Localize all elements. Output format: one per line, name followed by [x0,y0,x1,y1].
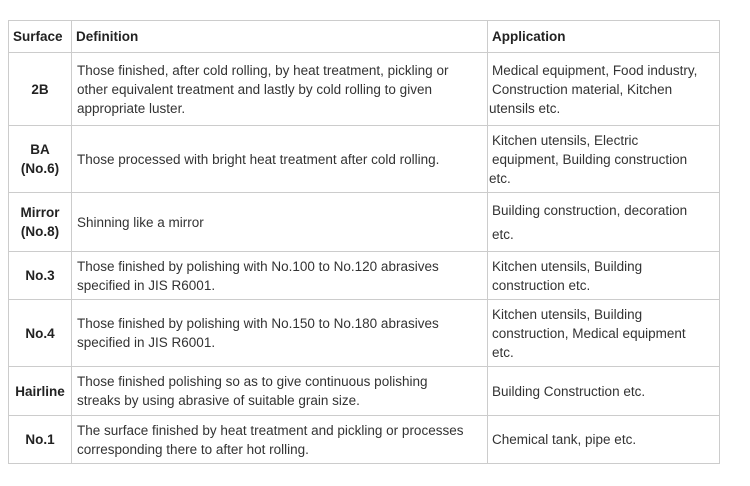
application-line: construction etc. [492,277,591,293]
definition-line: specified in JIS R6001. [77,335,216,350]
application-cell [488,126,720,193]
application-line: Kitchen utensils, Building [492,306,643,322]
application-cell [488,416,720,464]
application-line: etc. [489,170,511,186]
application-line: etc. [492,344,514,360]
surface-cell [9,252,72,300]
definition-line: Those finished polishing so as to give continuous polishing [77,374,428,389]
table-row [9,416,720,464]
application-line: construction, Medical equipment [492,325,686,341]
definition-line: Those finished by polishing with No.100 to No.120 abrasives [77,258,439,274]
surface-name: No.3 [25,268,55,283]
definition-cell [72,367,488,416]
surface-name: No.4 [25,325,55,341]
table-row [9,252,720,300]
table-row [9,367,720,416]
table-row [9,300,720,367]
definition-line: Shinning like a mirror [77,214,204,230]
header-definition: Definition [72,21,488,53]
surface-subname: (No.8) [20,224,60,239]
application-cell [488,300,720,367]
surface-cell [9,416,72,464]
surface-cell [9,367,72,416]
application-cell [488,193,720,252]
definition-cell [72,416,488,464]
definition-line: other equivalent treatment and lastly by cold rolling to given [77,81,432,97]
application-line: equipment, Building construction [492,151,688,167]
header-application: Application [488,21,720,53]
definition-line: appropriate luster. [77,100,186,116]
application-line: Chemical tank, pipe etc. [492,432,637,447]
definition-line: Those processed with bright heat treatment after cold rolling. [77,151,440,167]
application-line: etc. [492,226,514,242]
definition-line: Those finished by polishing with No.150 to No.180 abrasives [77,316,439,331]
definition-cell [72,252,488,300]
surface-name: 2B [31,81,49,97]
surface-cell [9,300,72,367]
application-line: Kitchen utensils, Building [492,258,643,274]
application-line: Construction material, Kitchen [492,81,673,97]
surface-name: Hairline [15,383,65,399]
surface-name: Mirror [20,205,60,220]
table-row [9,126,720,193]
application-line: Building Construction etc. [492,383,646,399]
definition-cell [72,300,488,367]
surface-name: BA [30,142,50,157]
surface-subname: (No.6) [20,161,60,176]
definition-line: streaks by using abrasive of suitable grain size. [77,393,360,408]
application-line: Medical equipment, Food industry, [492,62,698,78]
application-cell [488,367,720,416]
surface-finish-table [8,20,720,464]
definition-cell [72,193,488,252]
table-row [9,193,720,252]
definition-line: specified in JIS R6001. [77,277,216,293]
definition-cell [72,126,488,193]
header-surface: Surface [9,21,72,53]
table-row [9,53,720,126]
surface-cell [9,53,72,126]
definition-line: The surface finished by heat treatment and pickling or processes [77,422,464,438]
surface-name: No.1 [25,432,55,447]
surface-cell [9,126,72,193]
application-line: Building construction, decoration [492,202,688,218]
application-line: Kitchen utensils, Electric [492,132,639,148]
definition-line: Those finished, after cold rolling, by heat treatment, pickling or [77,62,449,78]
application-line: utensils etc. [489,100,561,116]
table-header-row [9,21,720,53]
application-cell [488,252,720,300]
definition-line: corresponding there to after hot rolling. [77,441,309,457]
definition-cell [72,53,488,126]
application-cell [488,53,720,126]
surface-cell [9,193,72,252]
